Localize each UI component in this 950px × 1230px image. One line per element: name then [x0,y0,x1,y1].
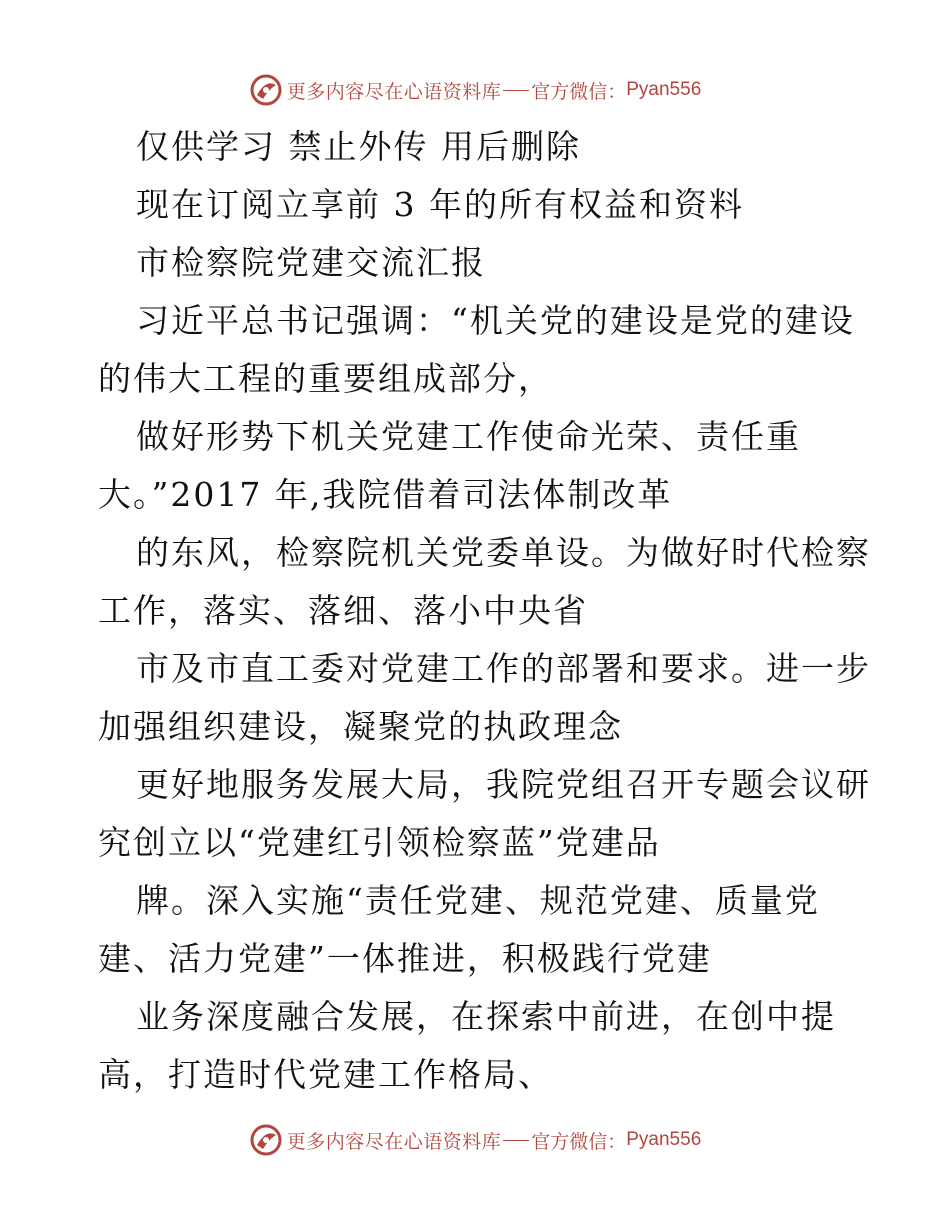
paragraph-line: 高，打造时代党建工作格局、 [98,1055,553,1094]
paragraph-line: 做好形势下机关党建工作使命光荣、责任重 [136,417,801,456]
top-banner [0,70,950,110]
paragraph-line: 市及市直工委对党建工作的部署和要求。进一步 [136,649,871,688]
bottom-banner [0,1120,950,1160]
paragraph-line: 的伟大工程的重要组成部分， [98,359,553,398]
document-body [98,118,871,1104]
banner-official-label: 官方微信： [531,1130,627,1153]
paragraph-line: 建、活力党建”一体推进，积极践行党建 [98,939,712,978]
banner-dash-divider [503,90,529,91]
paragraph-line: 业务深度融合发展，在探索中前进，在创中提 [136,997,836,1036]
banner-wechat-id: Pyan556 [626,1129,702,1150]
paragraph-line: 究创立以“党建红引领检察蓝”党建品 [98,823,661,862]
banner-dash-divider [503,1140,529,1141]
banner-site-text: 更多内容尽在心语资料库 [286,80,502,103]
banner-official-label: 官方微信： [531,80,627,103]
red-swirl-logo-icon [249,73,283,107]
paragraph-line: 大。”2017 年,我院借着司法体制改革 [98,475,673,514]
banner-site-text: 更多内容尽在心语资料库 [286,1130,502,1153]
banner-wechat-id: Pyan556 [626,79,702,100]
paragraph-line: 的东风，检察院机关党委单设。为做好时代检察 [136,533,871,572]
notice-line: 仅供学习 禁止外传 用后删除 [136,127,581,166]
paragraph-line: 牌。深入实施“责任党建、规范党建、质量党 [136,881,820,920]
red-swirl-logo-icon [249,1123,283,1157]
paragraph-line: 加强组织建设，凝聚党的执政理念 [98,707,623,746]
paragraph-line: 更好地服务发展大局，我院党组召开专题会议研 [136,765,871,804]
document-title: 市检察院党建交流汇报 [136,243,486,282]
paragraph-line: 工作，落实、落细、落小中央省 [98,591,588,630]
subscription-line: 现在订阅立享前 3 年的所有权益和资料 [136,185,744,224]
paragraph-line: 习近平总书记强调：“机关党的建设是党的建设 [136,301,855,340]
